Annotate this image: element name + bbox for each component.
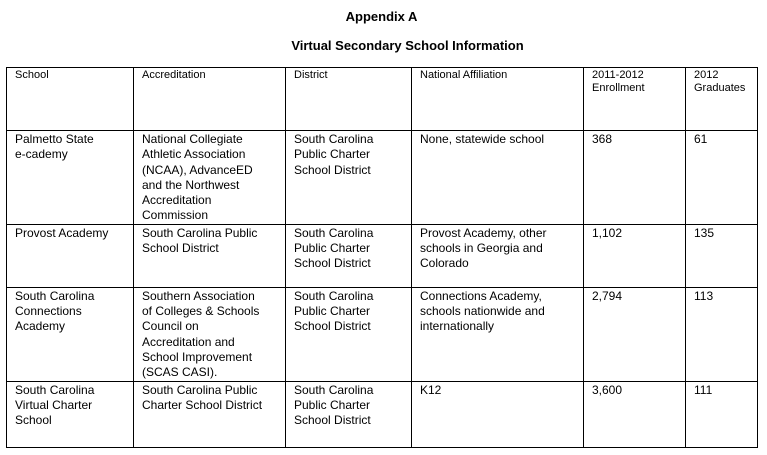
cell-national-affiliation: K12 xyxy=(412,381,584,447)
table-header-row xyxy=(7,68,758,131)
cell-district: South Carolina Public Charter School District xyxy=(286,381,412,447)
table-title: Virtual Secondary School Information xyxy=(291,38,524,53)
column-header-enrollment: 2011-2012 Enrollment xyxy=(584,68,686,131)
cell-graduates: 61 xyxy=(686,131,758,225)
cell-accreditation: South Carolina Public Charter School District xyxy=(134,381,286,447)
cell-district: South Carolina Public Charter School District xyxy=(286,287,412,381)
column-header-district: District xyxy=(286,68,412,131)
column-header-school: School xyxy=(7,68,134,131)
cell-graduates: 113 xyxy=(686,287,758,381)
cell-school: South Carolina Connections Academy xyxy=(7,287,134,381)
cell-national-affiliation: Provost Academy, other schools in Georgia and Colorado xyxy=(412,224,584,287)
appendix-heading: Appendix A xyxy=(345,9,418,24)
table-row xyxy=(7,381,758,447)
table-row xyxy=(7,287,758,381)
cell-district: South Carolina Public Charter School District xyxy=(286,224,412,287)
cell-school: Palmetto State e-cademy xyxy=(7,131,134,225)
cell-graduates: 135 xyxy=(686,224,758,287)
table-row xyxy=(7,131,758,225)
cell-national-affiliation: None, statewide school xyxy=(412,131,584,225)
cell-accreditation: South Carolina Public School District xyxy=(134,224,286,287)
column-header-graduates: 2012 Graduates xyxy=(686,68,758,131)
cell-district: South Carolina Public Charter School District xyxy=(286,131,412,225)
cell-national-affiliation: Connections Academy, schools nationwide and internationally xyxy=(412,287,584,381)
cell-school: South Carolina Virtual Charter School xyxy=(7,381,134,447)
table-row xyxy=(7,224,758,287)
cell-graduates: 111 xyxy=(686,381,758,447)
column-header-accreditation: Accreditation xyxy=(134,68,286,131)
cell-enrollment: 3,600 xyxy=(584,381,686,447)
school-info-table xyxy=(6,67,758,448)
column-header-national-affiliation: National Affiliation xyxy=(412,68,584,131)
cell-school: Provost Academy xyxy=(7,224,134,287)
cell-enrollment: 1,102 xyxy=(584,224,686,287)
cell-accreditation: Southern Association of Colleges & Schools Council on Accreditation and School Improvement (SCAS CASI). xyxy=(134,287,286,381)
cell-enrollment: 368 xyxy=(584,131,686,225)
cell-enrollment: 2,794 xyxy=(584,287,686,381)
cell-accreditation: National Collegiate Athletic Association (NCAA), AdvanceED and the Northwest Accreditation Commission xyxy=(134,131,286,225)
